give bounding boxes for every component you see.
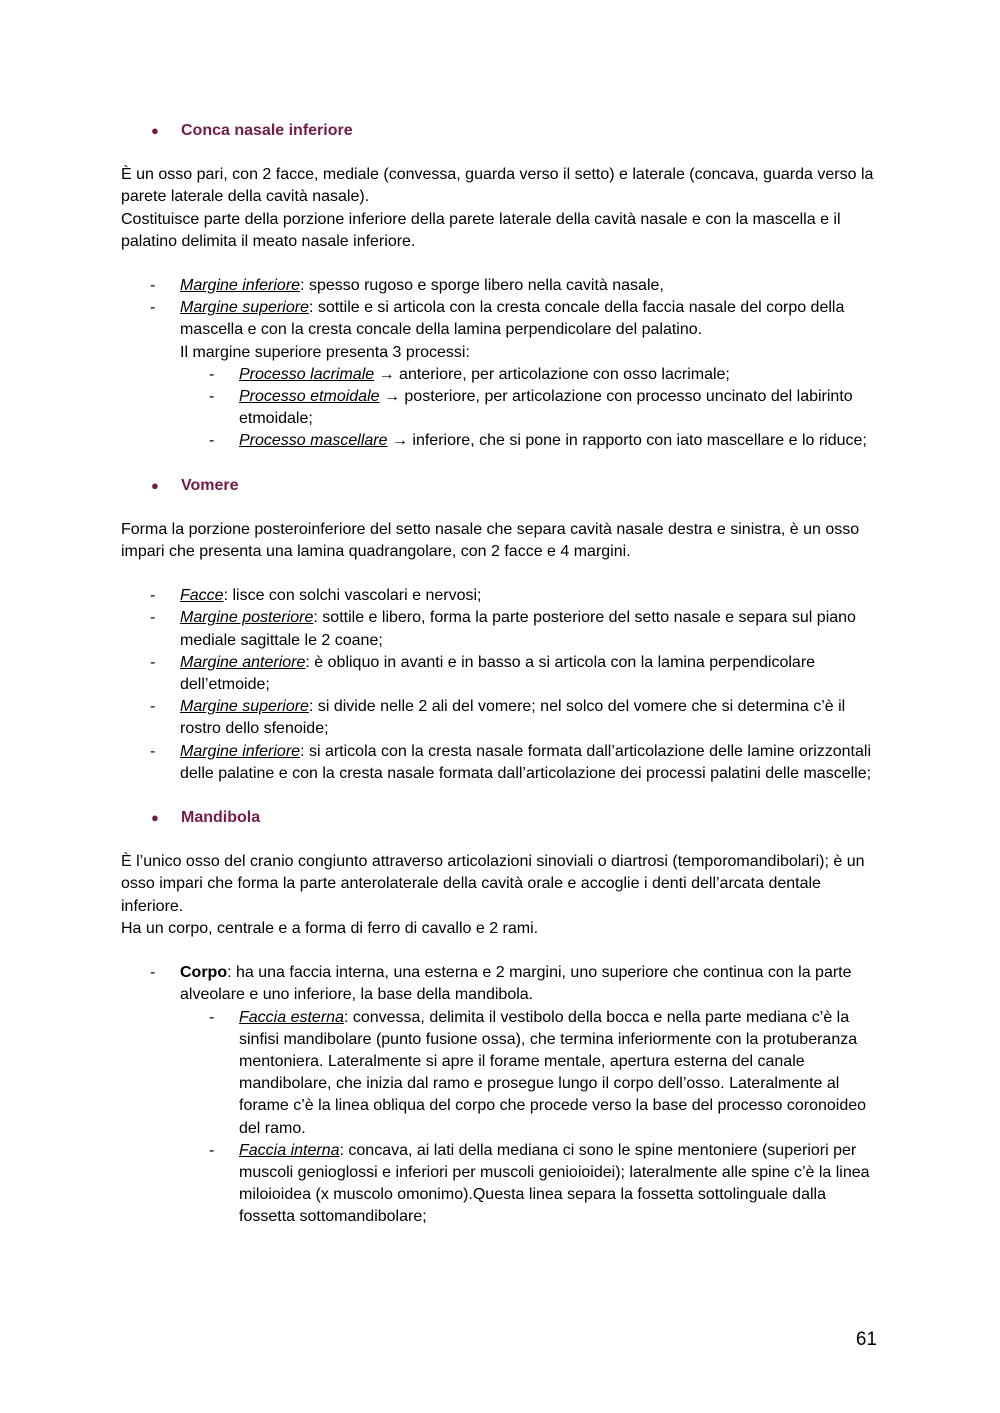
paragraph: Forma la porzione posteroinferiore del setto nasale che separa cavità nasale destra e sinistra, è un osso impari che presenta una lamina quadrangolare, con 2 facce e 4 margini. (121, 520, 860, 561)
bullet-icon: ● (151, 123, 159, 138)
item-text: : sottile e si articola con la cresta concale della faccia nasale del corpo della mascella e con la cresta concale della lamina perpendicolare del palatino. (180, 299, 845, 339)
dash-marker: - (209, 1141, 215, 1159)
dash-marker: - (150, 587, 156, 605)
dash-marker: - (209, 1008, 215, 1026)
sub-list-item (180, 1140, 881, 1229)
item-text: : sottile e libero, forma la parte posteriore del setto nasale e separa sul piano mediale sagittale le 2 coane; (180, 609, 856, 649)
item-term: Processo lacrimale (239, 365, 375, 383)
section-title: Conca nasale inferiore (181, 122, 353, 139)
item-term: Facce (180, 587, 224, 605)
section-title: Mandibola (181, 809, 261, 827)
sub-list-item (180, 430, 881, 452)
sub-list (180, 1007, 881, 1229)
item-term: Corpo (180, 964, 228, 982)
section-body (121, 164, 881, 253)
dash-list (121, 275, 881, 453)
item-term: Faccia esterna (239, 1008, 344, 1026)
dash-marker: - (150, 964, 156, 982)
item-term: Faccia interna (239, 1141, 340, 1159)
list-item (121, 741, 881, 785)
dash-list (121, 585, 881, 785)
dash-list (121, 962, 881, 1228)
sub-list-item (180, 1007, 881, 1140)
item-text: : si divide nelle 2 ali del vomere; nel solco del vomere che si determina c’è il rostro dello sfenoide; (180, 698, 846, 738)
dash-marker: - (209, 388, 215, 406)
paragraph: È l’unico osso del cranio congiunto attraverso articolazioni sinoviali o diartrosi (temporomandibolari); è un osso impari che forma la parte anterolaterale della cavità orale e accoglie i denti dell’arcata dentale inferiore. (121, 853, 865, 915)
section-body (121, 851, 881, 940)
dash-marker: - (150, 698, 156, 716)
item-text: : si articola con la cresta nasale formata dall’articolazione delle lamine orizzontali delle palatine e con la cresta nasale formata dall’articolazione dei processi palatini delle mascelle; (180, 742, 872, 782)
bullet-icon: ● (151, 477, 159, 493)
item-text: : spesso rugoso e sporge libero nella cavità nasale, (300, 277, 664, 295)
item-term: Margine inferiore (180, 277, 301, 295)
item-text: → anteriore, per articolazione con osso lacrimale; (374, 365, 730, 383)
item-text: → posteriore, per articolazione con processo uncinato del labirinto etmoidale; (239, 388, 853, 428)
item-extra: Il margine superiore presenta 3 processi: (180, 343, 470, 361)
page-number: 61 (855, 1329, 877, 1350)
item-term: Margine posteriore (180, 609, 314, 627)
item-text: : convessa, delimita il vestibolo della bocca e nella parte mediana c’è la sinfisi mandibolare (punto fusione ossa), che termina inferiormente con la protuberanza mentoniera. Lateralmente si apre il forame mentale, apertura esterna del canale mandibolare, che inizia dal ramo e prosegue lungo il corpo dell’osso. Lateralmente al forame c’è la linea obliqua del corpo che procede verso la base del processo coronoideo del ramo. (239, 1008, 867, 1137)
section-heading (121, 807, 881, 829)
item-term: Processo etmoidale (239, 388, 380, 406)
section-title: Vomere (181, 476, 239, 494)
paragraph: È un osso pari, con 2 facce, mediale (convessa, guarda verso il setto) e laterale (concava, guarda verso la parete laterale della cavità nasale). (121, 166, 874, 206)
sub-list-item (180, 386, 881, 430)
list-item (121, 696, 881, 740)
page-content (121, 120, 881, 1251)
item-text: : concava, ai lati della mediana ci sono le spine mentoniere (superiori per muscoli genioglossi e inferiori per muscoli genioioidei); lateralmente alle spine c’è la linea miloioidea (x muscolo omonimo).Questa linea separa la fossetta sottolinguale dalla fossetta sottomandibolare; (239, 1141, 870, 1226)
item-term: Margine anteriore (180, 653, 306, 671)
sub-list (180, 364, 881, 453)
paragraph: Ha un corpo, centrale e a forma di ferro di cavallo e 2 rami. (121, 919, 539, 937)
dash-marker: - (150, 742, 156, 760)
list-item (121, 585, 881, 607)
sub-list-item (180, 364, 881, 386)
item-term: Processo mascellare (239, 432, 388, 450)
list-item (121, 275, 881, 297)
list-item (121, 607, 881, 651)
dash-marker: - (150, 299, 156, 317)
dash-marker: - (209, 365, 215, 383)
item-term: Margine inferiore (180, 742, 301, 760)
section-heading (121, 120, 881, 142)
item-text: : lisce con solchi vascolari e nervosi; (223, 587, 482, 605)
item-term: Margine superiore (180, 698, 309, 716)
list-item (121, 652, 881, 696)
list-item (121, 962, 881, 1228)
list-item (121, 297, 881, 452)
bullet-icon: ● (151, 810, 159, 826)
item-term: Margine superiore (180, 299, 309, 317)
dash-marker: - (150, 609, 156, 627)
item-text: : è obliquo in avanti e in basso a si articola con la lamina perpendicolare dell’etmoide; (180, 653, 816, 694)
section-body (121, 519, 881, 563)
dash-marker: - (209, 432, 215, 450)
paragraph: Costituisce parte della porzione inferiore della parete laterale della cavità nasale e con la mascella e il palatino delimita il meato nasale inferiore. (121, 210, 841, 250)
item-text: : ha una faccia interna, una esterna e 2 margini, uno superiore che continua con la parte alveolare e uno inferiore, la base della mandibola. (180, 964, 852, 1004)
dash-marker: - (150, 653, 156, 671)
section-heading (121, 475, 881, 497)
item-text: → inferiore, che si pone in rapporto con iato mascellare e lo riduce; (387, 432, 867, 450)
dash-marker: - (150, 277, 156, 295)
